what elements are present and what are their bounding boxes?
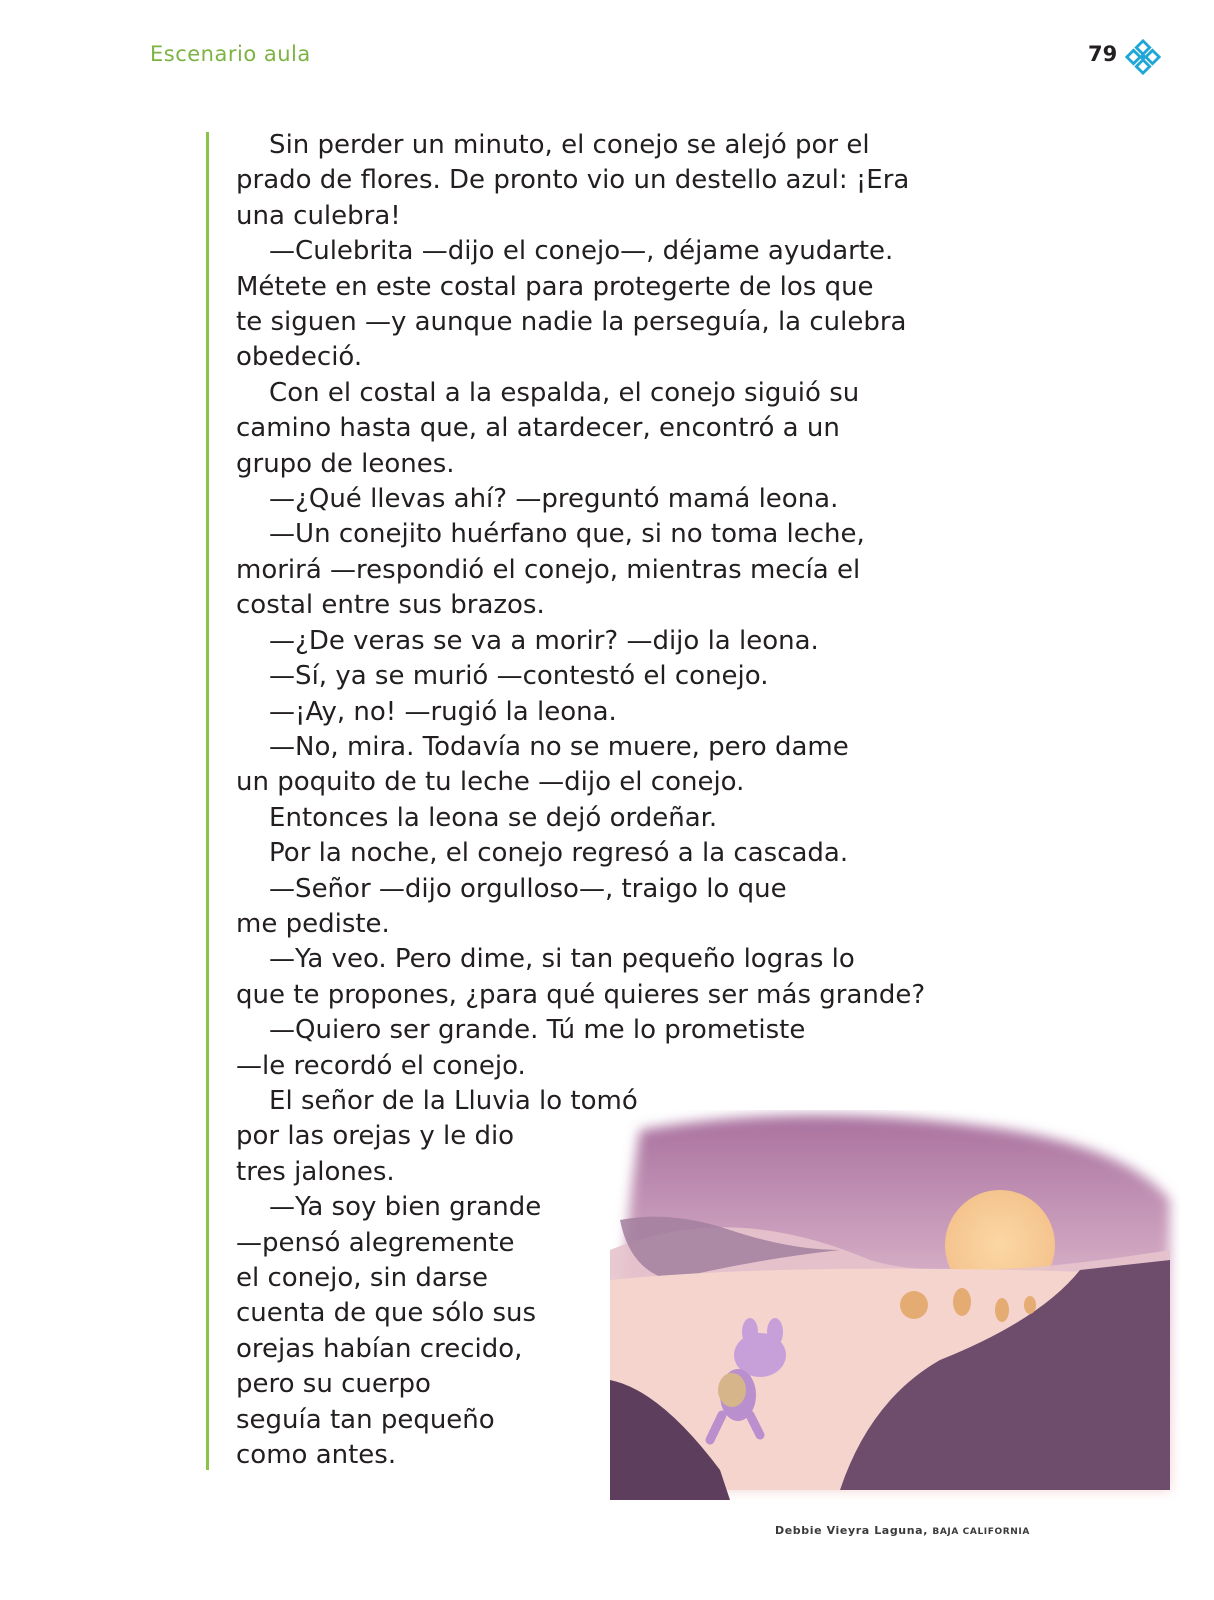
- illustration-credit: [775, 1524, 1030, 1537]
- story-line: —pensó alegremente: [236, 1227, 515, 1258]
- story-line: Métete en este costal para protegerte de los que: [236, 271, 874, 302]
- story-line: —Culebrita —dijo el conejo—, déjame ayudarte.: [236, 236, 894, 267]
- credit-place: BAJA CALIFORNIA: [932, 1527, 1030, 1537]
- story-line: El señor de la Lluvia lo tomó: [236, 1085, 638, 1116]
- story-line: —¿Qué llevas ahí? —preguntó mamá leona.: [236, 484, 839, 515]
- story-line: Con el costal a la espalda, el conejo siguió su: [236, 377, 860, 408]
- story-line: —¿De veras se va a morir? —dijo la leona.: [236, 625, 819, 656]
- section-title: Escenario aula: [150, 42, 311, 66]
- story-line: te siguen —y aunque nadie la perseguía, la culebra: [236, 307, 907, 338]
- story-line: —Sí, ya se murió —contestó el conejo.: [236, 661, 769, 692]
- story-line: pero su cuerpo: [236, 1369, 431, 1400]
- story-line: Entonces la leona se dejó ordeñar.: [236, 802, 718, 833]
- story-line: —Un conejito huérfano que, si no toma leche,: [236, 519, 865, 550]
- story-line: me pediste.: [236, 908, 390, 939]
- story-line: Por la noche, el conejo regresó a la cascada.: [236, 838, 849, 869]
- story-line: orejas habían crecido,: [236, 1333, 523, 1364]
- page-number: 79: [1088, 42, 1118, 66]
- story-line: cuenta de que sólo sus: [236, 1298, 537, 1329]
- story-line: tres jalones.: [236, 1156, 395, 1187]
- story-line: el conejo, sin darse: [236, 1263, 489, 1293]
- story-line: una culebra!: [236, 200, 401, 231]
- story-line: como antes.: [236, 1440, 397, 1471]
- story-line: morirá —respondió el conejo, mientras mecía el: [236, 554, 861, 585]
- story-line: por las orejas y le dio: [236, 1121, 515, 1152]
- rabbit-sunset-illustration: [610, 1110, 1180, 1510]
- story-line: —¡Ay, no! —rugió la leona.: [236, 696, 617, 727]
- story-line: —le recordó el conejo.: [236, 1050, 526, 1081]
- story-line: —Señor —dijo orgulloso—, traigo lo que: [236, 873, 787, 904]
- story-line: —Quiero ser grande. Tú me lo prometiste: [236, 1015, 806, 1046]
- story-line: —No, mira. Todavía no se muere, pero dame: [236, 731, 849, 762]
- story-line: prado de flores. De pronto vio un destello azul: ¡Era: [236, 165, 910, 196]
- story-line: —Ya veo. Pero dime, si tan pequeño logras lo: [236, 944, 855, 975]
- story-line: un poquito de tu leche —dijo el conejo.: [236, 767, 745, 798]
- story-line: obedeció.: [236, 342, 363, 373]
- story-line: seguía tan pequeño: [236, 1404, 495, 1435]
- margin-rule: [206, 132, 209, 1470]
- story-line: costal entre sus brazos.: [236, 590, 545, 621]
- story-line: camino hasta que, al atardecer, encontró a un: [236, 413, 840, 444]
- credit-artist: Debbie Vieyra Laguna,: [775, 1524, 933, 1537]
- story-line: grupo de leones.: [236, 448, 455, 479]
- story-line: que te propones, ¿para qué quieres ser más grande?: [236, 979, 926, 1010]
- snowflake-knot-icon: [1124, 38, 1162, 76]
- story-line: Sin perder un minuto, el conejo se alejó por el: [236, 130, 870, 160]
- story-line: —Ya soy bien grande: [236, 1192, 542, 1223]
